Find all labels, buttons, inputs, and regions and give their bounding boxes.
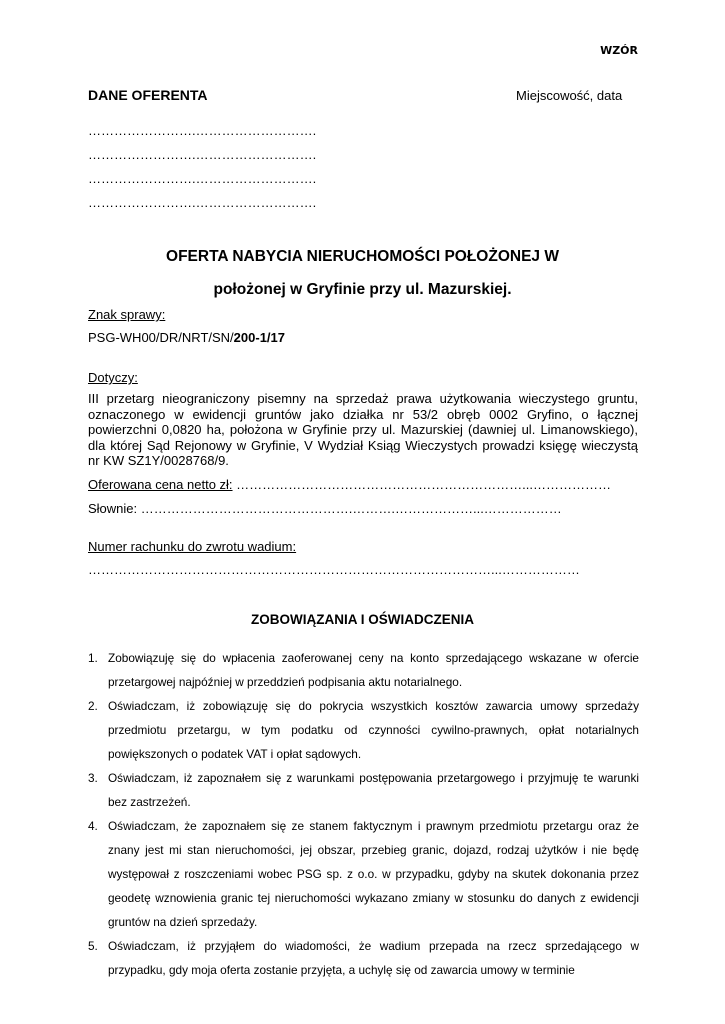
list-item-text: Oświadczam, iż przyjąłem do wiadomości, że wadium przepada na rzecz sprzedającego w przypadku, gdy moja oferta zostanie przyjęta, a uchylę się od zawarcia umowy w terminie <box>108 939 639 977</box>
list-item <box>88 694 639 766</box>
list-item-number: 3. <box>88 771 98 785</box>
dane-oferenta-heading: DANE OFERENTA <box>88 87 208 103</box>
words-row <box>88 501 562 516</box>
price-row <box>88 477 611 492</box>
subject-text: III przetarg nieograniczony pisemny na sprzedaż prawa użytkowania wieczystego gruntu, oznaczonego w ewidencji gruntów jako działka nr 53/2 obręb 0002 Gryfino, o łącznej powierzchni 0,0820 ha, położona w Gryfinie przy ul. Mazurskiej (dawniej ul. Limanowskiego), dla której Sąd Rejonowy w Gryfinie, V Wydział Ksiąg Wieczystych prowadzi księgę wieczystą nr KW SZ1Y/0028768/9. <box>88 391 638 468</box>
list-item-number: 2. <box>88 699 98 713</box>
list-item-text: Oświadczam, iż zapoznałem się z warunkami postępowania przetargowego i przyjmuję te warunki bez zastrzeżeń. <box>108 771 639 809</box>
list-item <box>88 814 639 934</box>
document-subtitle: położonej w Gryfinie przy ul. Mazurskiej. <box>213 281 512 298</box>
document-title: OFERTA NABYCIA NIERUCHOMOŚCI POŁOŻONEJ W <box>166 248 559 265</box>
offeror-line-2: …………………….………………………. <box>88 147 317 162</box>
words-field: ………………………………………….……….………………...……………… <box>137 501 562 516</box>
list-item-text: Oświadczam, iż zobowiązuję się do pokrycia wszystkich kosztów zawarcia umowy sprzedaży przedmiotu przetargu, w tym podatku od czynności cywilno-prawnych, opłat notarialnych powiększonych o podatek VAT i opłat sądowych. <box>108 699 639 761</box>
case-number-label: Znak sprawy: <box>88 307 166 322</box>
list-item-text: Oświadczam, że zapoznałem się ze stanem faktycznym i prawnym przedmiotu przetargu oraz że znany jest mi stan nieruchomości, jej obszar, przebieg granic, dojazd, rodzaj użytków i nie będę występował z roszczeniami wobec PSG sp. z o.o. w przypadku, gdyby na skutek dokonania przez geodetę wznowienia granic tej nieruchomości wykazano zmiany w stosunku do danych z ewidencji gruntów na dzień sprzedaży. <box>108 819 639 929</box>
declarations-list <box>88 646 639 982</box>
list-item <box>88 646 639 694</box>
declarations-heading: ZOBOWIĄZANIA I OŚWIADCZENIA <box>251 612 474 627</box>
list-item <box>88 766 639 814</box>
price-label: Oferowana cena netto zł: <box>88 477 233 492</box>
subject-label: Dotyczy: <box>88 370 138 385</box>
list-item-number: 5. <box>88 939 98 953</box>
list-item-text: Zobowiązuję się do wpłacenia zaoferowanej ceny na konto sprzedającego wskazane w ofercie przetargowej najpóźniej w przeddzień podpisania aktu notarialnego. <box>108 651 639 689</box>
case-number-value: 200-1/17 <box>233 330 285 345</box>
offeror-line-1: …………………….………………………. <box>88 123 317 138</box>
account-label: Numer rachunku do zwrotu wadium: <box>88 539 297 554</box>
offeror-line-3: …………………….………………………. <box>88 171 317 186</box>
price-field: …………………………………………………………...……………… <box>232 477 611 492</box>
place-date-label: Miejscowość, data <box>516 88 623 103</box>
case-number <box>88 330 285 345</box>
wzor-label: WZÓR <box>600 44 638 57</box>
list-item-number: 1. <box>88 651 98 665</box>
list-item <box>88 934 639 982</box>
list-item-number: 4. <box>88 819 98 833</box>
offeror-line-4: …………………….………………………. <box>88 195 317 210</box>
words-label: Słownie: <box>88 501 138 516</box>
account-field: …………………………………………………………………………………...……………… <box>88 562 580 577</box>
case-number-prefix: PSG-WH00/DR/NRT/SN/ <box>88 330 234 345</box>
